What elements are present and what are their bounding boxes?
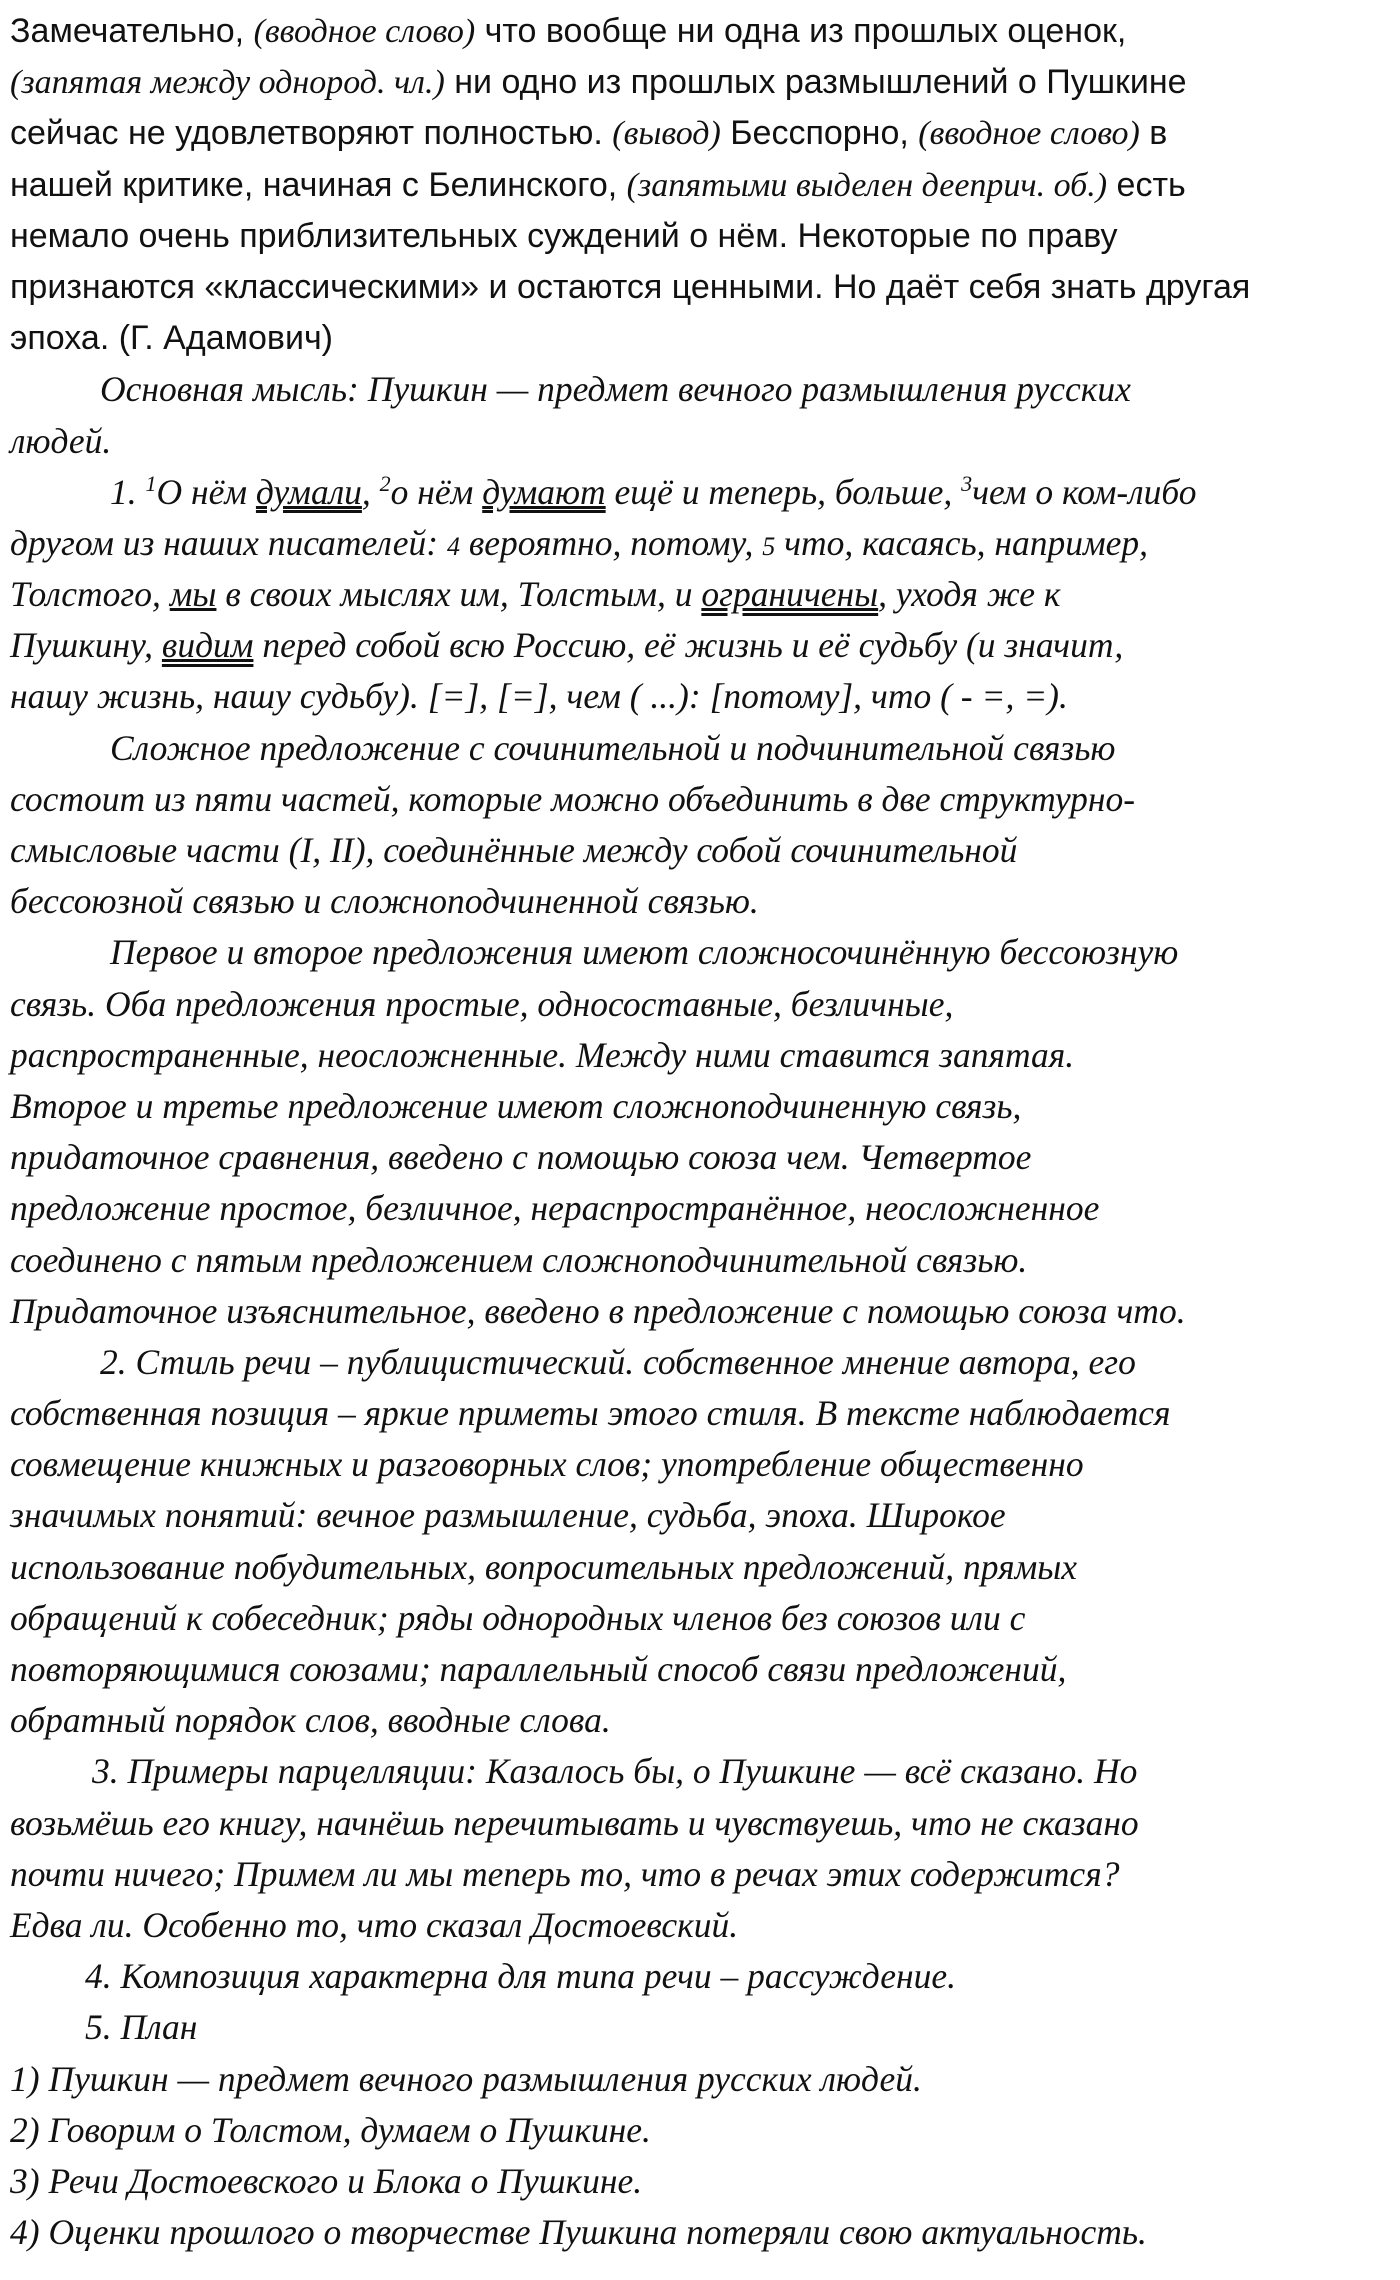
text: чем о ком-либо — [972, 471, 1197, 512]
complex-line-3: смысловые части (I, II), соединённые между собой сочинительной — [10, 830, 1018, 870]
text: Замечательно, — [10, 12, 254, 50]
plan-item-2: 2) Говорим о Толстом, думаем о Пушкине. — [10, 2109, 651, 2150]
point2-line-4: значимых понятий: вечное размышление, судьба, эпоха. Широкое — [10, 1495, 1006, 1536]
text: ещё и теперь, больше, — [605, 471, 962, 512]
point3-line-4: Едва ли. Особенно то, что сказал Достоевский. — [10, 1904, 739, 1945]
text: , уходя же к — [878, 574, 1061, 615]
main-idea-line-1: Основная мысль: Пушкин — предмет вечного размышления русских — [100, 369, 1131, 410]
text: ни одно из прошлых размышлений о Пушкине — [444, 63, 1187, 102]
text: что вообще ни одна из прошлых оценок, — [475, 12, 1127, 50]
analysis-line-8: Придаточное изъяснительное, введено в предложение с помощью союза что. — [10, 1290, 1186, 1331]
predicate-underlined: думали — [255, 471, 362, 512]
analysis-line-3: распространенные, неосложненные. Между ними ставится запятая. — [10, 1034, 1075, 1075]
document-page — [10, 6, 1395, 2258]
point2-line-1: 2. Стиль речи – публицистический. собственное мнение автора, его — [100, 1341, 1136, 1382]
text: перед собой всю Россию, её жизнь и её судьбу (и значит, — [253, 625, 1124, 666]
analysis-line-2: связь. Оба предложения простые, односоставные, безличные, — [10, 983, 954, 1024]
text: Пушкину, — [10, 625, 162, 666]
point1-line-1 — [10, 467, 1395, 518]
analysis-line-6: предложение простое, безличное, нераспространённое, неосложненное — [10, 1188, 1100, 1229]
intro-line-2 — [10, 57, 1395, 108]
point2-line-2: собственная позиция – яркие приметы этого стиля. В тексте наблюдается — [10, 1393, 1171, 1434]
main-idea-line-2: людей. — [10, 420, 112, 461]
text: О нём — [156, 471, 256, 512]
point3-line-3: почти ничего; Примем ли мы теперь то, что в речах этих содержится? — [10, 1853, 1120, 1894]
intro-line-5: немало очень приблизительных суждений о нём. Некоторые по праву — [10, 216, 1118, 255]
text: есть — [1107, 165, 1186, 204]
sentence-number: 3 — [961, 470, 973, 496]
text: сейчас не удовлетворяют полностью. — [10, 114, 613, 153]
complex-line-4: бессоюзной связью и сложноподчиненной связью. — [10, 881, 759, 922]
text: Бесспорно, — [720, 114, 919, 153]
analysis-line-4: Второе и третье предложение имеют сложноподчиненную связь, — [10, 1085, 1022, 1126]
intro-line-1 — [10, 6, 1395, 57]
text: , — [361, 471, 380, 512]
plan-item-4: 4) Оценки прошлого о творчестве Пушкина потеряли свою актуальность. — [10, 2212, 1147, 2253]
point3-line-1: 3. Примеры парцелляции: Казалось бы, о Пушкине — всё сказано. Но — [92, 1751, 1138, 1792]
point2-line-3: совмещение книжных и разговорных слов; употребление общественно — [10, 1444, 1084, 1485]
intro-line-3 — [10, 108, 1395, 159]
text: нашей критике, начиная с Белинского, — [10, 165, 627, 204]
point3-line-2: возьмёшь его книгу, начнёшь перечитывать и чувствуешь, что не сказано — [10, 1802, 1139, 1843]
text: Толстого, — [10, 574, 170, 615]
intro-line-4 — [10, 160, 1395, 211]
point2-line-5: использование побудительных, вопросительных предложений, прямых — [10, 1546, 1078, 1587]
point2-line-6: обращений к собеседник; ряды однородных членов без союзов или с — [10, 1597, 1026, 1638]
analysis-line-1: Первое и второе предложения имеют сложносочинённую бессоюзную — [110, 932, 1179, 973]
annotation: (запятая между однород. чл.) — [10, 64, 445, 102]
annotation: (запятыми выделен дееприч. об.) — [626, 166, 1108, 204]
sentence-number: 2 — [379, 470, 391, 496]
text: что, касаясь, например, — [775, 522, 1149, 563]
annotation: (вывод) — [612, 115, 721, 153]
text: в — [1139, 114, 1168, 153]
analysis-line-5: придаточное сравнения, введено с помощью союза чем. Четвертое — [10, 1137, 1032, 1178]
predicate-underlined: думают — [482, 471, 606, 512]
subject-underlined: мы — [169, 574, 217, 615]
text: вероятно, потому, — [459, 522, 763, 563]
sentence-number: 5 — [762, 531, 776, 561]
text: другом из наших писателей: — [10, 522, 447, 563]
point1-line-3 — [10, 569, 1395, 620]
point1-line-4 — [10, 620, 1395, 671]
point4-line: 4. Композиция характерна для типа речи – рассуждение. — [85, 1956, 956, 1997]
sentence-number: 1 — [145, 470, 157, 496]
analysis-line-7: соединено с пятым предложением сложноподчинительной связью. — [10, 1239, 1028, 1280]
text: в своих мыслях им, Толстым, и — [216, 574, 702, 615]
point2-line-8: обратный порядок слов, вводные слова. — [10, 1700, 611, 1741]
plan-item-1: 1) Пушкин — предмет вечного размышления русских людей. — [10, 2058, 922, 2099]
predicate-underlined: ограничены — [701, 574, 879, 615]
intro-line-6: признаются «классическими» и остаются ценными. Но даёт себя знать другая — [10, 267, 1251, 306]
text: 1. — [110, 471, 146, 512]
annotation: (вводное слово) — [253, 13, 476, 50]
point1-scheme: нашу жизнь, нашу судьбу). [=], [=], чем ( ...): [потому], что ( - =, =). — [10, 676, 1068, 717]
complex-line-1: Сложное предложение с сочинительной и подчинительной связью — [110, 727, 1116, 768]
point1-line-2 — [10, 518, 1395, 569]
plan-item-3: 3) Речи Достоевского и Блока о Пушкине. — [10, 2160, 643, 2201]
complex-line-2: состоит из пяти частей, которые можно объединить в две структурно- — [10, 778, 1136, 819]
intro-line-7: эпоха. (Г. Адамович) — [10, 319, 333, 358]
annotation: (вводное слово) — [918, 115, 1140, 153]
sentence-number: 4 — [446, 531, 460, 561]
point2-line-7: повторяющимися союзами; параллельный способ связи предложений, — [10, 1649, 1067, 1689]
point5-heading: 5. План — [85, 2007, 198, 2048]
text: о нём — [390, 471, 483, 512]
predicate-underlined: видим — [161, 625, 254, 666]
